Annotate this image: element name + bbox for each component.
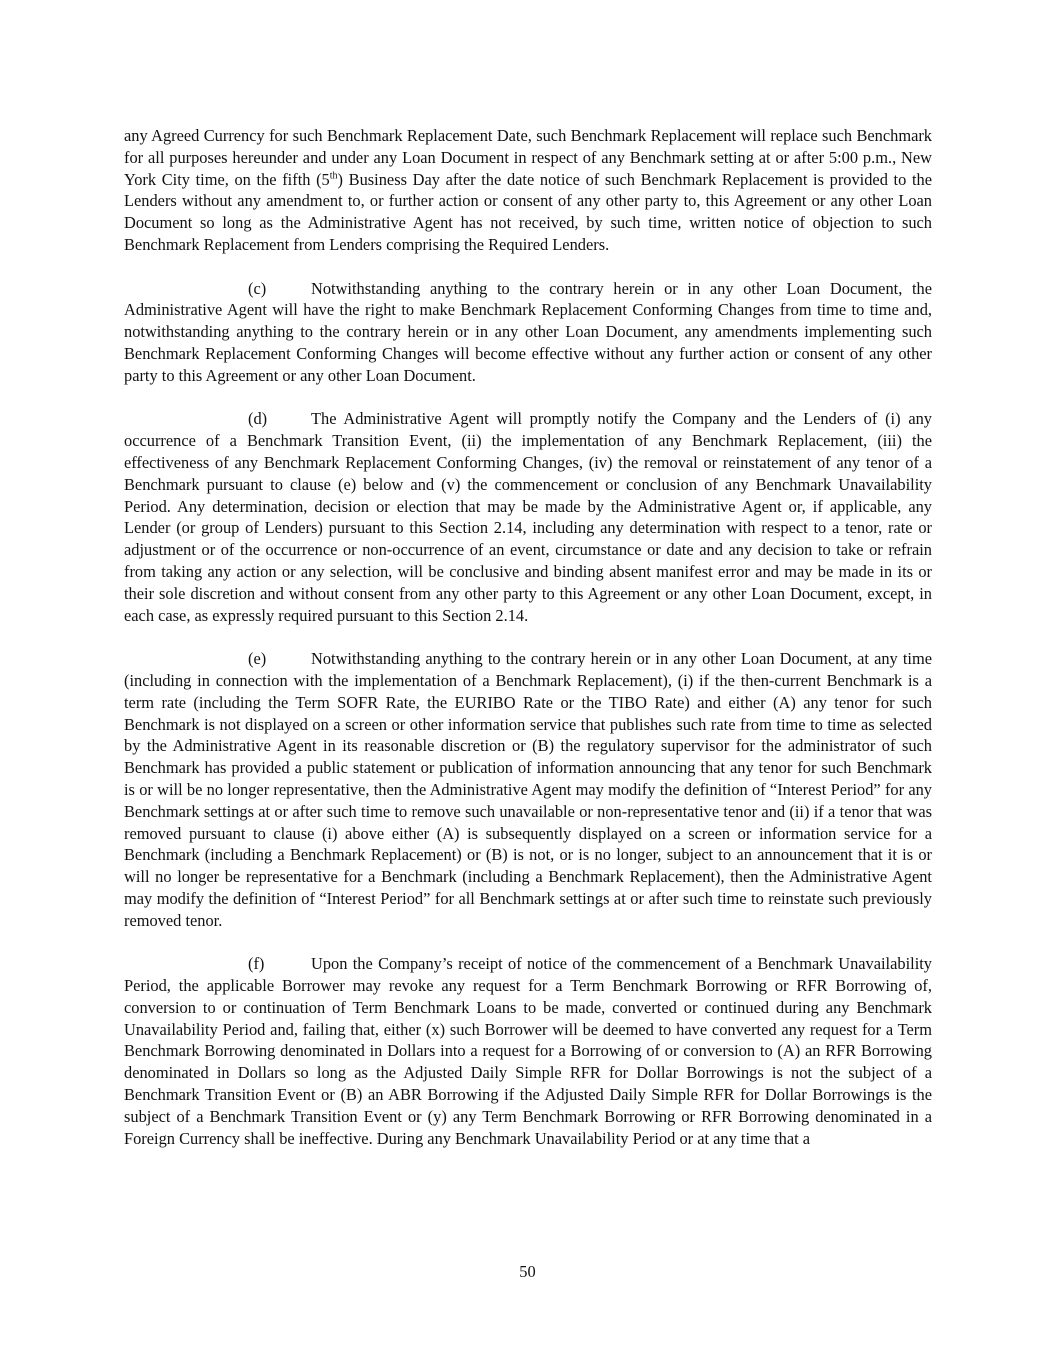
paragraph-text: any Agreed Currency for such Benchmark Replacement Date, such Benchmark Replacement will replace such Benchmark for all purposes hereunder and under any Loan Document in respect of any Benchmark setting at or after 5:00 p.m., New York City time, on the fifth (5 xyxy=(124,126,932,189)
page-number: 50 xyxy=(519,1262,536,1281)
paragraph-d xyxy=(124,408,932,626)
paragraph-label: (c) xyxy=(248,278,267,298)
paragraph-c xyxy=(124,278,932,387)
paragraph-label: (d) xyxy=(248,409,268,429)
paragraph-text: Notwithstanding anything to the contrary herein or in any other Loan Document, the Administrative Agent will have the right to make Benchmark Replacement Conforming Changes from time to time and, notwithstanding anything to the contrary herein or in any other Loan Document, any amendments implementing such Benchmark Replacement Conforming Changes will become effective without any further action or consent of any other party to this Agreement or any other Loan Document. xyxy=(124,278,932,385)
paragraph-label: (e) xyxy=(248,649,267,669)
paragraph-label: (f) xyxy=(248,954,265,974)
ordinal-superscript: th xyxy=(329,170,338,182)
paragraph-text: The Administrative Agent will promptly notify the Company and the Lenders of (i) any occurrence of a Benchmark Transition Event, (ii) the implementation of any Benchmark Replacement, (iii) the effectiveness of any Benchmark Replacement Conforming Changes, (iv) the removal or reinstatement of any tenor of a Benchmark pursuant to clause (e) below and (v) the commencement or conclusion of any Benchmark Unavailability Period. Any determination, decision or election that may be made by the Administrative Agent or, if applicable, any Lender (or group of Lenders) pursuant to this Section 2.14, including any determination with respect to a tenor, rate or adjustment or of the occurrence or non-occurrence of an event, circumstance or date and any decision to take or refrain from taking any action or any selection, will be conclusive and binding absent manifest error and may be made in its or their sole discretion and without consent from any other party to this Agreement or any other Loan Document, except, in each case, as expressly required pursuant to this Section 2.14. xyxy=(124,409,932,625)
paragraph-e xyxy=(124,648,932,931)
paragraph-b-continuation xyxy=(124,125,932,256)
document-body xyxy=(124,125,932,1171)
paragraph-f xyxy=(124,953,932,1149)
paragraph-text: ) Business Day after the date notice of such Benchmark Replacement is provided to the Lenders without any amendment to, or further action or consent of any other party to, this Agreement or any other Loan Document so long as the Administrative Agent has not received, by such time, written notice of objection to such Benchmark Replacement from Lenders comprising the Required Lenders. xyxy=(124,169,932,254)
paragraph-text: Upon the Company’s receipt of notice of the commencement of a Benchmark Unavailability Period, the applicable Borrower may revoke any request for a Term Benchmark Borrowing or RFR Borrowing of, conversion to or continuation of Term Benchmark Loans to be made, converted or continued during any Benchmark Unavailability Period and, failing that, either (x) such Borrower will be deemed to have converted any request for a Term Benchmark Borrowing denominated in Dollars into a request for a Borrowing of or conversion to (A) an RFR Borrowing denominated in Dollars so long as the Adjusted Daily Simple RFR for Dollar Borrowings is not the subject of a Benchmark Transition Event or (B) an ABR Borrowing if the Adjusted Daily Simple RFR for Dollar Borrowings is the subject of a Benchmark Transition Event or (y) any Term Benchmark Borrowing or RFR Borrowing denominated in a Foreign Currency shall be ineffective. During any Benchmark Unavailability Period or at any time that a xyxy=(124,954,932,1148)
paragraph-text: Notwithstanding anything to the contrary herein or in any other Loan Document, at any time (including in connection with the implementation of a Benchmark Replacement), (i) if the then-current Benchmark is a term rate (including the Term SOFR Rate, the EURIBO Rate or the TIBO Rate) and either (A) any tenor for such Benchmark is not displayed on a screen or other information service that publishes such rate from time to time as selected by the Administrative Agent in its reasonable discretion or (B) the regulatory supervisor for the administrator of such Benchmark has provided a public statement or publication of information announcing that any tenor for such Benchmark is or will be no longer representative, then the Administrative Agent may modify the definition of “Interest Period” for any Benchmark settings at or after such time to remove such unavailable or non-representative tenor and (ii) if a tenor that was removed pursuant to clause (i) above either (A) is subsequently displayed on a screen or information service for a Benchmark (including a Benchmark Replacement) or (B) is not, or is no longer, subject to an announcement that it is or will no longer be representative for a Benchmark (including a Benchmark Replacement), then the Administrative Agent may modify the definition of “Interest Period” for all Benchmark settings at or after such time to reinstate such previously removed tenor. xyxy=(124,649,932,930)
